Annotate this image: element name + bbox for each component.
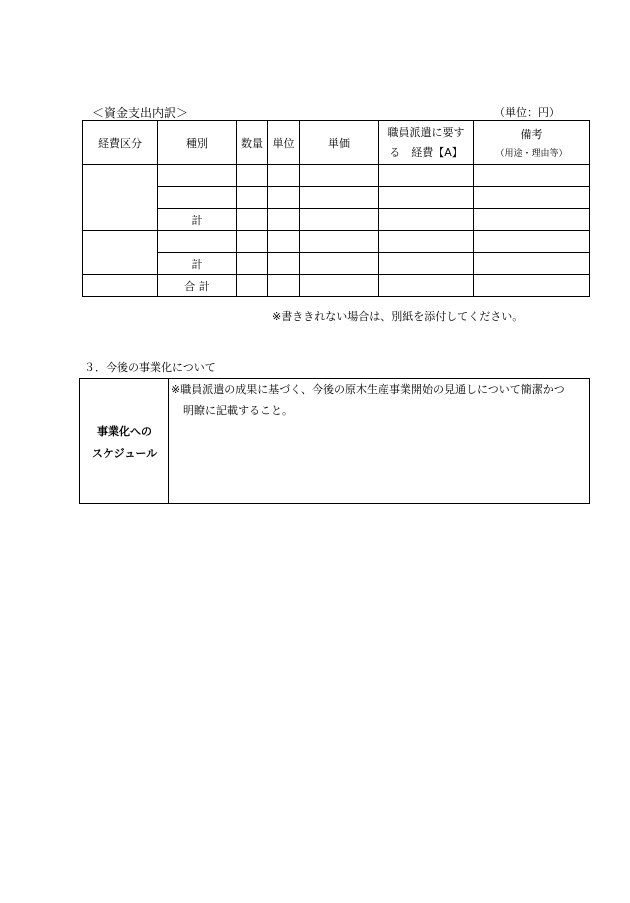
subtotal-label: 計: [158, 253, 237, 275]
dispatch-cost-cell[interactable]: [379, 275, 474, 297]
header-remarks-sub: （用途・理由等）: [495, 149, 568, 159]
expense-table: [82, 120, 590, 297]
dispatch-cost-cell[interactable]: [379, 253, 474, 275]
total-row: [83, 275, 590, 297]
header-unit: 単位: [268, 121, 300, 165]
unit-price-cell[interactable]: [300, 275, 379, 297]
schedule-instruction-line2: 明瞭に記載すること。: [183, 404, 293, 417]
type-cell[interactable]: [158, 165, 237, 187]
unit-cell[interactable]: [268, 187, 300, 209]
expense-breakdown-title: ＜資金支出内訳＞: [92, 106, 189, 120]
header-quantity: 数量: [237, 121, 268, 165]
quantity-cell[interactable]: [237, 187, 268, 209]
schedule-input-area[interactable]: [171, 379, 589, 421]
unit-cell[interactable]: [268, 231, 300, 253]
unit-price-cell[interactable]: [300, 253, 379, 275]
remarks-cell[interactable]: [474, 275, 590, 297]
header-dispatch-cost: [379, 121, 474, 165]
schedule-instruction-line1: ※職員派遣の成果に基づく、今後の原木生産事業開始の見通しについて簡潔かつ: [171, 383, 565, 396]
header-remarks: [474, 121, 590, 165]
unit-price-cell[interactable]: [300, 165, 379, 187]
category-cell[interactable]: [83, 231, 158, 275]
schedule-label-line1: 事業化への: [97, 425, 152, 438]
remarks-cell[interactable]: [474, 209, 590, 231]
quantity-cell[interactable]: [237, 253, 268, 275]
quantity-cell[interactable]: [237, 209, 268, 231]
category-cell[interactable]: [83, 275, 158, 297]
type-cell[interactable]: [158, 231, 237, 253]
unit-price-cell[interactable]: [300, 187, 379, 209]
subtotal-row: [83, 209, 590, 231]
schedule-box: [79, 378, 590, 504]
dispatch-cost-cell[interactable]: [379, 231, 474, 253]
header-unit-price: 単価: [300, 121, 379, 165]
total-label: 合 計: [158, 275, 237, 297]
unit-note: （単位：円）: [494, 106, 560, 119]
schedule-label-line2: スケジュール: [91, 447, 158, 460]
unit-price-cell[interactable]: [300, 231, 379, 253]
remarks-cell[interactable]: [474, 231, 590, 253]
category-cell[interactable]: [83, 165, 158, 231]
unit-cell[interactable]: [268, 209, 300, 231]
dispatch-cost-cell[interactable]: [379, 165, 474, 187]
type-cell[interactable]: [158, 187, 237, 209]
remarks-cell[interactable]: [474, 187, 590, 209]
schedule-label: [80, 421, 169, 465]
schedule-label-cell: [80, 379, 169, 503]
dispatch-cost-cell[interactable]: [379, 209, 474, 231]
unit-cell[interactable]: [268, 275, 300, 297]
subtotal-row: [83, 253, 590, 275]
unit-cell[interactable]: [268, 253, 300, 275]
remarks-cell[interactable]: [474, 253, 590, 275]
subtotal-label: 計: [158, 209, 237, 231]
table-row: [83, 165, 590, 187]
quantity-cell[interactable]: [237, 231, 268, 253]
section3-title: ３．今後の事業化について: [84, 361, 216, 374]
quantity-cell[interactable]: [237, 275, 268, 297]
header-dispatch-line2: る 経費【A】: [389, 145, 463, 159]
quantity-cell[interactable]: [237, 165, 268, 187]
header-remarks-label: 備考: [520, 128, 543, 141]
unit-cell[interactable]: [268, 165, 300, 187]
table-row: [83, 187, 590, 209]
overflow-note: ※書ききれない場合は、別紙を添付してください。: [272, 310, 524, 323]
header-type: 種別: [158, 121, 237, 165]
unit-price-cell[interactable]: [300, 209, 379, 231]
table-row: [83, 231, 590, 253]
dispatch-cost-cell[interactable]: [379, 187, 474, 209]
header-category: 経費区分: [83, 121, 158, 165]
remarks-cell[interactable]: [474, 165, 590, 187]
header-dispatch-line1: 職員派遣に要す: [387, 125, 465, 139]
table-header-row: [83, 121, 590, 165]
